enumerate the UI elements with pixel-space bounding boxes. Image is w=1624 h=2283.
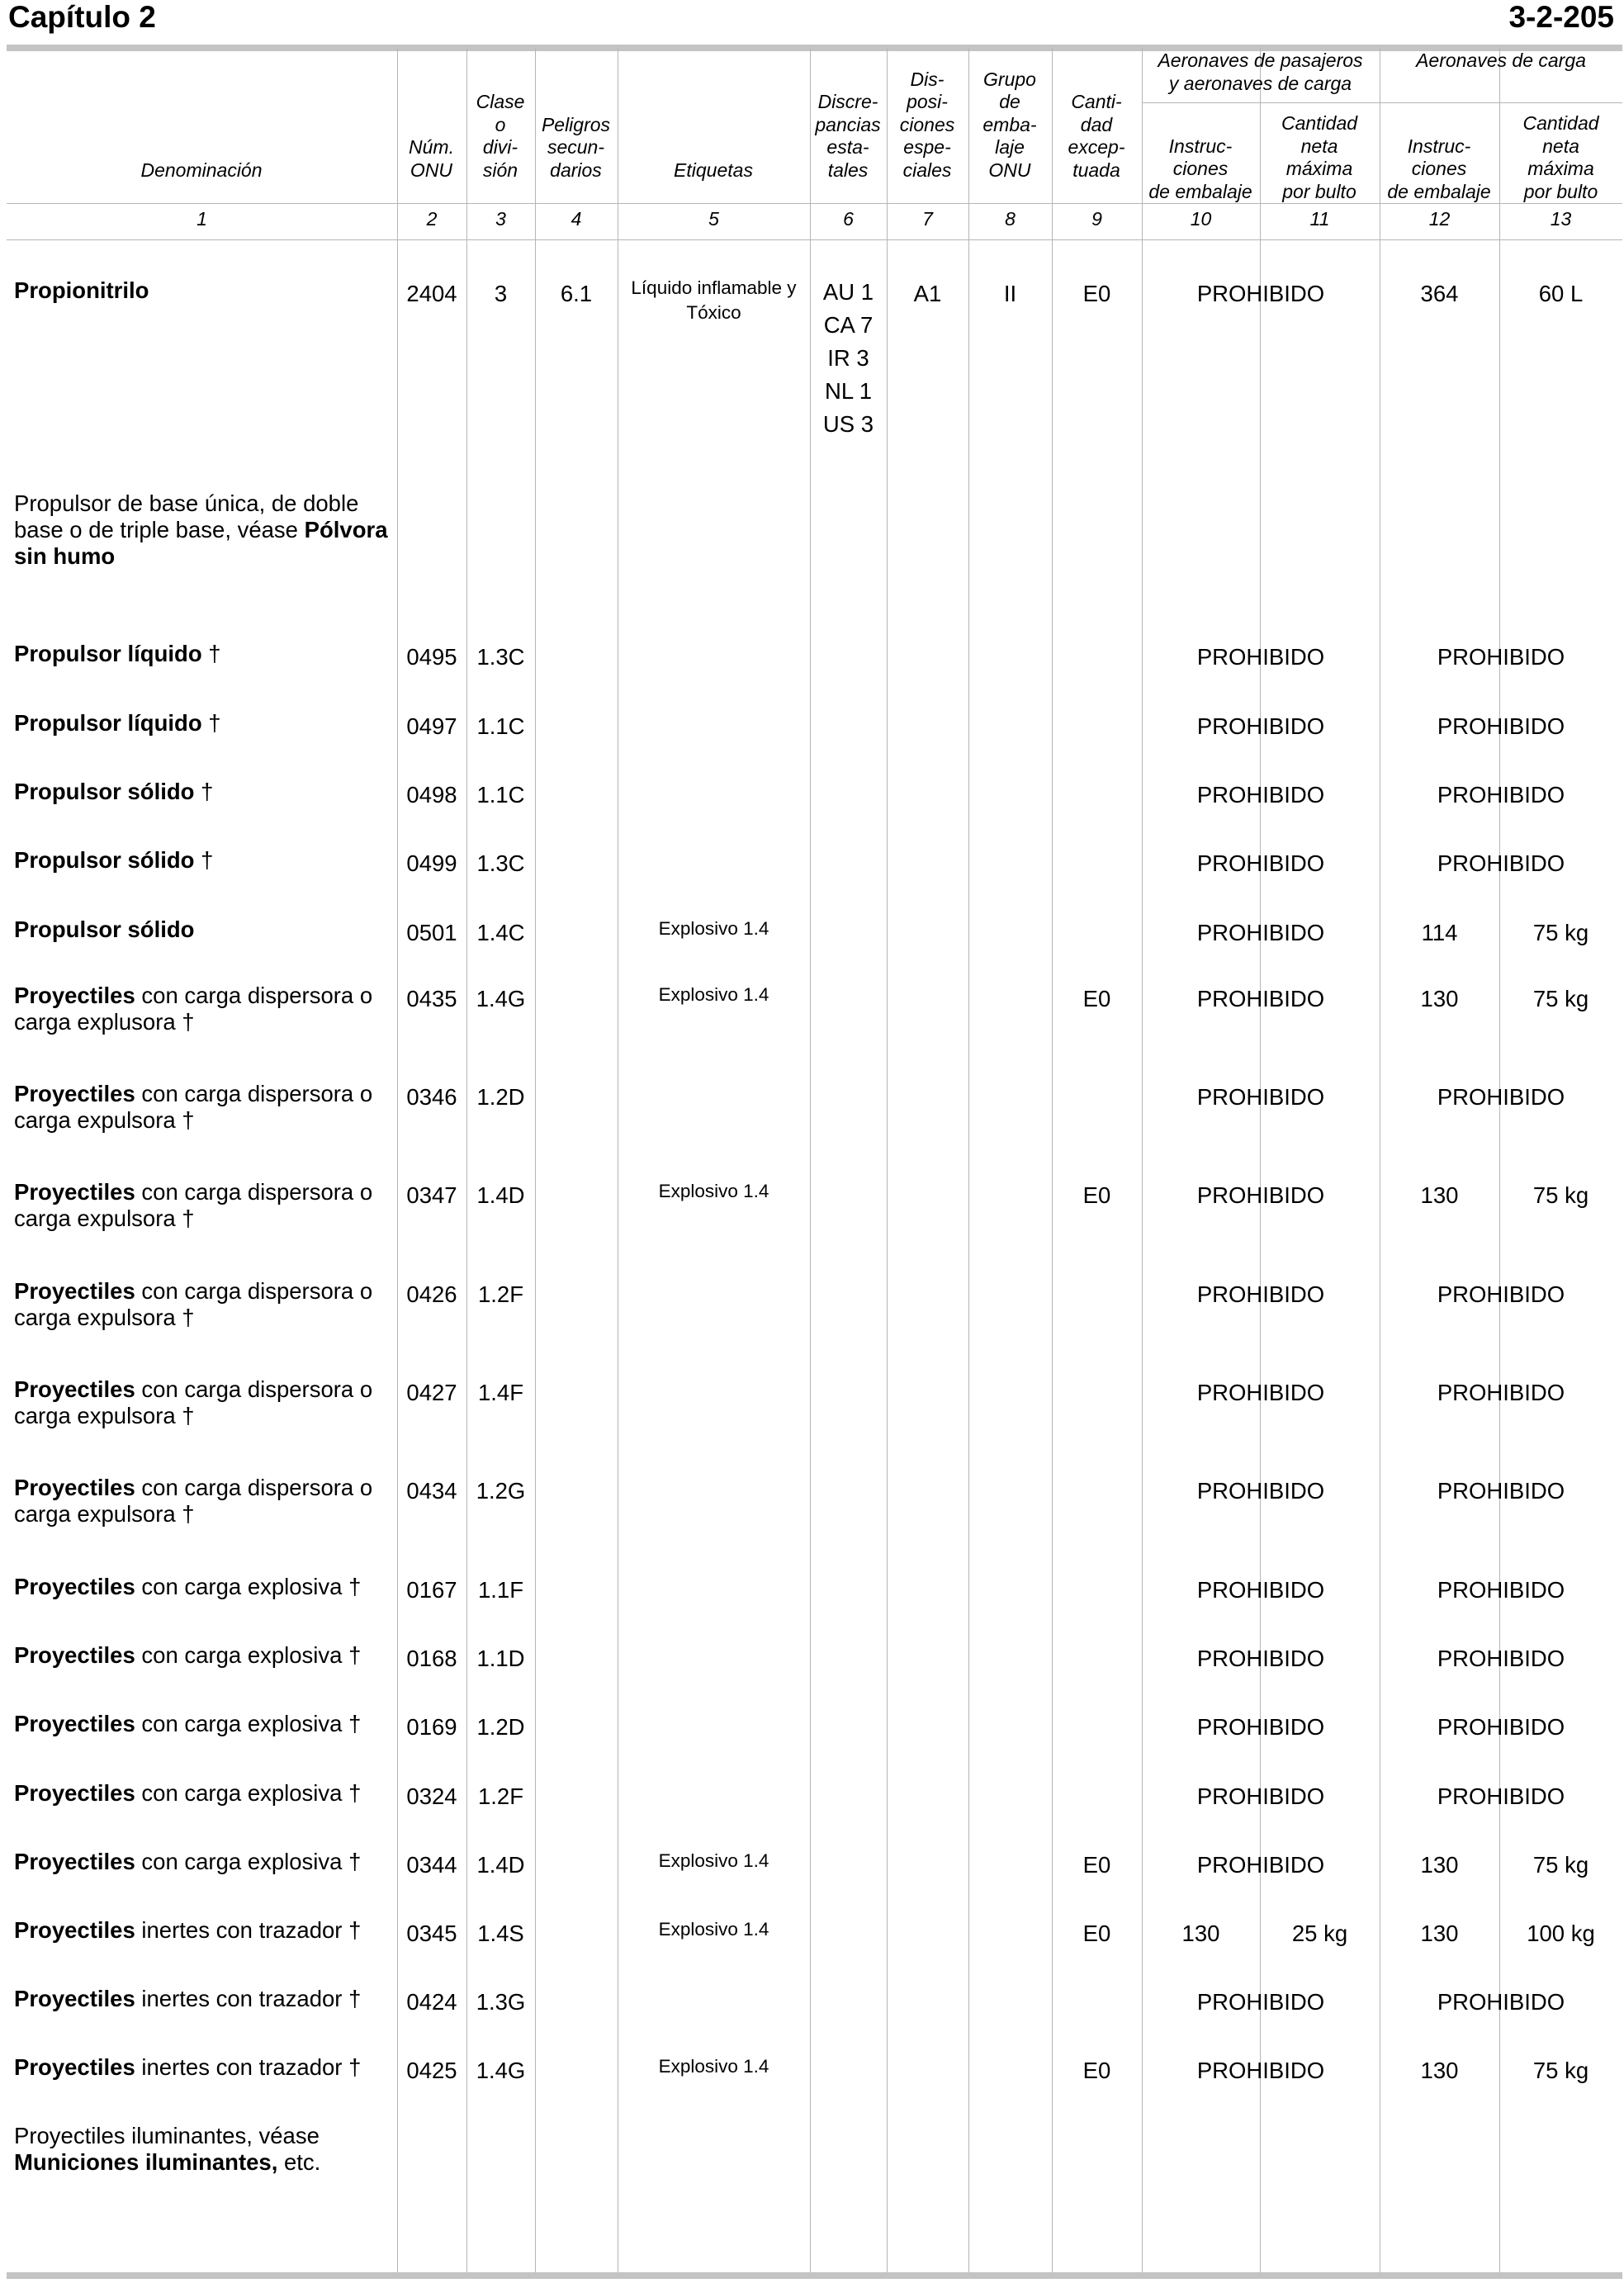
- name-rest: inertes con trazador †: [135, 1986, 362, 2011]
- header-c-instrucciones: Instruc- ciones de embalaje: [1387, 135, 1491, 202]
- name-rest: con carga dispersora o carga expulsora †: [14, 1376, 373, 1428]
- class-division: 1.2F: [477, 1281, 524, 1307]
- class-division: 1.4F: [477, 1380, 524, 1405]
- header-divider: [7, 203, 1622, 204]
- header-discrepancias: Discre- pancias esta- tales: [815, 91, 881, 181]
- name-rest: con carga explosiva †: [135, 1574, 362, 1599]
- name-rest: con carga dispersora o carga explusora †: [14, 983, 373, 1035]
- name-bold-ref: Pólvora sin humo: [14, 517, 388, 569]
- substance-name: [14, 277, 390, 304]
- name-bold: Proyectiles: [14, 1081, 135, 1106]
- column-number: 7: [922, 208, 933, 230]
- cargo-prohibited: PROHIBIDO: [1437, 850, 1565, 876]
- name-bold: Proyectiles: [14, 1475, 135, 1500]
- un-number: 0168: [406, 1646, 457, 1671]
- substance-name: [14, 847, 390, 874]
- class-division: 1.4G: [476, 986, 526, 1011]
- hazard-label: Explosivo 1.4: [658, 918, 769, 939]
- name-bold: Proyectiles: [14, 1780, 135, 1806]
- column-number: 6: [843, 208, 854, 230]
- class-division: 1.1C: [476, 713, 525, 739]
- substance-name: [14, 1917, 390, 1944]
- pax-prohibited: PROHIBIDO: [1196, 713, 1325, 739]
- substance-name: [14, 1986, 390, 2012]
- excepted-quantity: E0: [1082, 1182, 1111, 1208]
- name-bold: Proyectiles: [14, 983, 135, 1008]
- cargo-max-quantity: 75 kg: [1532, 1852, 1589, 1878]
- un-number: 0497: [406, 713, 457, 739]
- header-clase: Clase o divi- sión: [476, 91, 525, 181]
- name-rest: †: [194, 779, 214, 804]
- class-division: 1.3C: [476, 850, 525, 876]
- pax-prohibited: PROHIBIDO: [1196, 1478, 1325, 1504]
- name-bold: Propionitrilo: [14, 277, 149, 303]
- class-division: 3: [494, 281, 508, 306]
- substance-name: [14, 710, 390, 737]
- name-rest: con carga explosiva †: [135, 1711, 362, 1736]
- class-division: 1.4D: [476, 1182, 525, 1208]
- un-number: 0424: [406, 1989, 457, 2015]
- name-bold: Proyectiles: [14, 1986, 135, 2011]
- name-rest: con carga dispersora o carga expulsora †: [14, 1278, 373, 1330]
- pax-prohibited: PROHIBIDO: [1196, 1989, 1325, 2015]
- name-bold: Propulsor sólido: [14, 779, 195, 804]
- secondary-hazard: 6.1: [560, 281, 593, 306]
- substance-name: [14, 1849, 390, 1875]
- cargo-prohibited: PROHIBIDO: [1437, 1989, 1565, 2015]
- header-p-cantidad-neta: Cantidad neta máxima por bulto: [1281, 112, 1358, 202]
- pax-prohibited: PROHIBIDO: [1196, 1380, 1325, 1405]
- name-bold: Proyectiles: [14, 1376, 135, 1402]
- cargo-packing-instruction: 130: [1420, 2058, 1459, 2083]
- pax-max-quantity: 25 kg: [1291, 1921, 1348, 1946]
- class-division: 1.1C: [476, 782, 525, 808]
- pax-prohibited: PROHIBIDO: [1196, 644, 1325, 670]
- column-divider: [535, 48, 536, 2272]
- name-bold: Proyectiles: [14, 1574, 135, 1599]
- class-division: 1.2D: [476, 1714, 525, 1740]
- substance-name: [14, 1475, 390, 1528]
- cargo-prohibited: PROHIBIDO: [1437, 1577, 1565, 1603]
- cargo-prohibited: PROHIBIDO: [1437, 1478, 1565, 1504]
- name-bold-ref: Municiones iluminantes,: [14, 2149, 278, 2175]
- column-number: 13: [1550, 208, 1572, 230]
- name-bold: Propulsor líquido: [14, 641, 202, 666]
- cargo-packing-instruction: 364: [1420, 281, 1459, 306]
- packing-group: II: [1003, 281, 1017, 306]
- column-number: 11: [1309, 208, 1330, 230]
- name-bold: Propulsor sólido: [14, 847, 195, 873]
- substance-name: [14, 1376, 390, 1429]
- substance-name: [14, 1642, 390, 1669]
- cargo-packing-instruction: 130: [1420, 1852, 1459, 1878]
- un-number: 0347: [406, 1182, 457, 1208]
- column-number: 1: [196, 208, 207, 230]
- hazard-label: Explosivo 1.4: [658, 2056, 769, 2077]
- header-peligros: Peligros secun- darios: [541, 113, 611, 181]
- un-number: 0499: [406, 850, 457, 876]
- chapter-title: Capítulo 2: [8, 0, 156, 34]
- hazard-label: Líquido inflamable y Tóxico: [631, 277, 797, 323]
- substance-name: [14, 1278, 390, 1331]
- cargo-prohibited: PROHIBIDO: [1437, 713, 1565, 739]
- substance-name: [14, 1711, 390, 1737]
- cargo-prohibited: PROHIBIDO: [1437, 1783, 1565, 1809]
- name-rest: con carga explosiva †: [135, 1642, 362, 1668]
- header-denominacion: Denominación: [140, 159, 263, 181]
- page-header: [8, 0, 1624, 41]
- name-bold: Propulsor sólido: [14, 917, 195, 942]
- substance-name: [14, 490, 390, 570]
- un-number: 0169: [406, 1714, 457, 1740]
- un-number: 0346: [406, 1084, 457, 1110]
- substance-name: [14, 1574, 390, 1600]
- cargo-prohibited: PROHIBIDO: [1437, 644, 1565, 670]
- un-number: 0425: [406, 2058, 457, 2083]
- class-division: 1.2F: [477, 1783, 524, 1809]
- cargo-prohibited: PROHIBIDO: [1437, 1084, 1565, 1110]
- substance-name: [14, 1081, 390, 1134]
- hazard-label: Explosivo 1.4: [658, 1850, 769, 1871]
- substance-name: [14, 1780, 390, 1807]
- name-rest: con carga dispersora o carga expulsora †: [14, 1475, 373, 1527]
- cargo-packing-instruction: 130: [1420, 1182, 1459, 1208]
- bottom-rule: [7, 2272, 1622, 2279]
- pax-prohibited: PROHIBIDO: [1196, 920, 1325, 945]
- name-rest: †: [201, 641, 221, 666]
- name-rest-ref: etc.: [277, 2149, 321, 2175]
- class-division: 1.4S: [477, 1921, 524, 1946]
- pax-prohibited: PROHIBIDO: [1196, 1646, 1325, 1671]
- name-bold: Proyectiles: [14, 1917, 135, 1943]
- header-pasajeros-group: Aeronaves de pasajeros y aeronaves de carga: [1158, 50, 1363, 94]
- pax-prohibited: PROHIBIDO: [1196, 1852, 1325, 1878]
- substance-name: [14, 641, 390, 667]
- un-number: 0344: [406, 1852, 457, 1878]
- class-division: 1.1F: [477, 1577, 524, 1603]
- name-rest: con carga explosiva †: [135, 1780, 362, 1806]
- cargo-prohibited: PROHIBIDO: [1437, 1380, 1565, 1405]
- header-cantidad: Canti- dad excep- tuada: [1068, 91, 1125, 181]
- header-c-cantidad-neta: Cantidad neta máxima por bulto: [1522, 112, 1599, 202]
- column-number: 8: [1005, 208, 1016, 230]
- excepted-quantity: E0: [1082, 1852, 1111, 1878]
- name-rest: †: [201, 710, 221, 736]
- cargo-prohibited: PROHIBIDO: [1437, 1646, 1565, 1671]
- header-num-onu: Núm. ONU: [409, 136, 454, 181]
- substance-name: [14, 983, 390, 1035]
- name-bold: Proyectiles: [14, 2054, 135, 2080]
- un-number: 0435: [406, 986, 457, 1011]
- pax-prohibited: PROHIBIDO: [1196, 986, 1325, 1011]
- un-number: 0426: [406, 1281, 457, 1307]
- hazard-label: Explosivo 1.4: [658, 984, 769, 1005]
- class-division: 1.3G: [476, 1989, 526, 2015]
- name-rest: inertes con trazador †: [135, 2054, 362, 2080]
- class-division: 1.2D: [476, 1084, 525, 1110]
- name-rest: inertes con trazador †: [135, 1917, 362, 1943]
- state-variations: AU 1 CA 7 IR 3 NL 1 US 3: [822, 279, 874, 437]
- page-number: 3-2-205: [1508, 0, 1614, 34]
- substance-name: [14, 2054, 390, 2081]
- hazard-label: Explosivo 1.4: [658, 1919, 769, 1940]
- excepted-quantity: E0: [1082, 2058, 1111, 2083]
- column-number: 5: [708, 208, 719, 230]
- cargo-prohibited: PROHIBIDO: [1437, 782, 1565, 808]
- column-number: 2: [426, 208, 438, 230]
- column-divider: [887, 48, 888, 2272]
- name-rest: Proyectiles iluminantes, véase: [14, 2123, 320, 2148]
- column-number: 9: [1091, 208, 1102, 230]
- pax-prohibited: PROHIBIDO: [1196, 1182, 1325, 1208]
- column-number: 3: [495, 208, 506, 230]
- pax-prohibited: PROHIBIDO: [1196, 1084, 1325, 1110]
- un-number: 0495: [406, 644, 457, 670]
- cargo-max-quantity: 75 kg: [1532, 920, 1589, 945]
- class-division: 1.4D: [476, 1852, 525, 1878]
- column-number: 12: [1428, 208, 1451, 230]
- excepted-quantity: E0: [1082, 1921, 1111, 1946]
- substance-name: [14, 1179, 390, 1232]
- substance-name: [14, 779, 390, 805]
- class-division: 1.1D: [476, 1646, 525, 1671]
- un-number: 0167: [406, 1577, 457, 1603]
- name-rest: Propulsor de base única, de doble base o de triple base, véase: [14, 490, 359, 542]
- pax-prohibited: PROHIBIDO: [1196, 850, 1325, 876]
- pax-prohibited: PROHIBIDO: [1196, 1577, 1325, 1603]
- name-bold: Proyectiles: [14, 1642, 135, 1668]
- header-divider: [1142, 102, 1622, 103]
- un-number: 2404: [406, 281, 457, 306]
- name-bold: Proyectiles: [14, 1179, 135, 1205]
- name-bold: Proyectiles: [14, 1849, 135, 1874]
- header-divider: [7, 239, 1622, 240]
- cargo-max-quantity: 75 kg: [1532, 2058, 1589, 2083]
- header-carga-group: Aeronaves de carga: [1416, 50, 1586, 71]
- class-division: 1.2G: [476, 1478, 526, 1504]
- pax-prohibited: PROHIBIDO: [1196, 1281, 1325, 1307]
- un-number: 0345: [406, 1921, 457, 1946]
- cargo-prohibited: PROHIBIDO: [1437, 1281, 1565, 1307]
- name-rest: con carga dispersora o carga expulsora †: [14, 1179, 373, 1231]
- pax-packing-instruction: 130: [1181, 1921, 1220, 1946]
- cargo-packing-instruction: 114: [1421, 920, 1458, 945]
- class-division: 1.3C: [476, 644, 525, 670]
- column-number: 10: [1190, 208, 1212, 230]
- name-bold: Proyectiles: [14, 1711, 135, 1736]
- cargo-max-quantity: 100 kg: [1527, 1921, 1595, 1946]
- column-divider: [968, 48, 969, 2272]
- un-number: 0501: [406, 920, 457, 945]
- un-number: 0434: [406, 1478, 457, 1504]
- cargo-packing-instruction: 130: [1420, 986, 1459, 1011]
- cargo-packing-instruction: 130: [1420, 1921, 1459, 1946]
- pax-prohibited: PROHIBIDO: [1196, 281, 1325, 306]
- name-rest: †: [194, 847, 214, 873]
- un-number: 0427: [406, 1380, 457, 1405]
- cargo-max-quantity: 75 kg: [1532, 986, 1589, 1011]
- name-bold: Propulsor líquido: [14, 710, 202, 736]
- un-number: 0498: [406, 782, 457, 808]
- hazard-label: Explosivo 1.4: [658, 1181, 769, 1201]
- header-grupo: Grupo de emba- laje ONU: [982, 68, 1037, 181]
- name-rest: con carga explosiva †: [135, 1849, 362, 1874]
- header-p-instrucciones: Instruc- ciones de embalaje: [1148, 135, 1252, 202]
- column-number: 4: [571, 208, 582, 230]
- header-disposiciones: Dis- posi- ciones espe- ciales: [899, 68, 955, 181]
- name-bold: Proyectiles: [14, 1278, 135, 1304]
- name-rest: con carga dispersora o carga expulsora †: [14, 1081, 373, 1133]
- substance-name: [14, 917, 390, 943]
- class-division: 1.4C: [476, 920, 525, 945]
- excepted-quantity: E0: [1082, 281, 1111, 306]
- substance-name: [14, 2123, 390, 2176]
- class-division: 1.4G: [476, 2058, 526, 2083]
- excepted-quantity: E0: [1082, 986, 1111, 1011]
- cargo-prohibited: PROHIBIDO: [1437, 1714, 1565, 1740]
- pax-prohibited: PROHIBIDO: [1196, 2058, 1325, 2083]
- special-provisions: A1: [913, 281, 942, 306]
- header-etiquetas: Etiquetas: [674, 159, 753, 181]
- cargo-max-quantity: 75 kg: [1532, 1182, 1589, 1208]
- cargo-max-quantity: 60 L: [1538, 281, 1584, 306]
- pax-prohibited: PROHIBIDO: [1196, 1783, 1325, 1809]
- pax-prohibited: PROHIBIDO: [1196, 1714, 1325, 1740]
- un-number: 0324: [406, 1783, 457, 1809]
- pax-prohibited: PROHIBIDO: [1196, 782, 1325, 808]
